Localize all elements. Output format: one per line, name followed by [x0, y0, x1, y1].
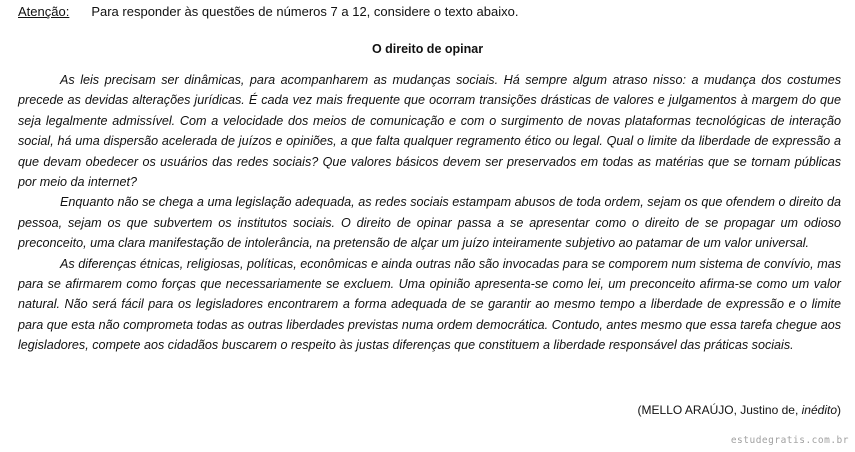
source-author: (MELLO ARAÚJO, Justino de,	[637, 403, 799, 417]
site-watermark: estudegratis.com.br	[730, 435, 849, 446]
source-work: inédito	[801, 403, 837, 417]
source-close: )	[837, 403, 841, 417]
notice-text: Para responder às questões de números 7 a 12, considere o texto abaixo.	[91, 4, 519, 19]
paragraph-3: As diferenças étnicas, religiosas, políticas, econômicas e ainda outras não são invocadas para se comporem num sistema de convívio, mas para se afirmarem como forças que necessariamente se excluem. Uma opinião apresenta-se como lei, um preconceito afirma-se como um valor natural. Não será fácil para os legisladores encontrarem a forma adequada de se garantir ao mesmo tempo a liberdade de expressão e o limite para que esta não comprometa todas as outras liberdades previstas numa ordem democrática. Contudo, antes mesmo que essa tarefa chegue aos legisladores, compete aos cidadãos buscarem o respeito às justas diferenças que constituem a liberdade responsável das práticas sociais.	[18, 256, 841, 353]
notice-label: Atenção:	[18, 4, 70, 19]
notice-line	[18, 4, 518, 20]
text-title: O direito de opinar	[371, 42, 484, 56]
paragraph-2: Enquanto não se chega a uma legislação adequada, as redes sociais estampam abusos de toda ordem, sejam os que ofendem o direito da pessoa, sejam os que subvertem os institutos sociais. O direito de opinar passa a se apresentar como o direito de se propagar um odioso preconceito, uma clara manifestação de intolerância, na pretensão de alçar um juízo inteiramente subjetivo ao patamar de um valor universal.	[18, 195, 841, 251]
source-citation	[638, 402, 841, 418]
paragraph-1: As leis precisam ser dinâmicas, para acompanharem as mudanças sociais. Há sempre algum atraso nisso: a mudança dos costumes precede as devidas alterações jurídicas. É cada vez mais frequente que ocorram transições drásticas de valores e julgamentos à margem do que seja legalmente admissível. Com a velocidade dos meios de comunicação e com o surgimento de novas plataformas tecnológicas de interação social, há uma dispersão acelerada de juízos e opiniões, a que falta qualquer regramento ético ou legal. Qual o limite da liberdade de expressão a que devam obedecer os usuários das redes sociais? Que valores básicos devem ser preservados em todas as matérias que se tornam públicas por meio da internet?	[18, 73, 841, 190]
text-body	[18, 70, 841, 356]
